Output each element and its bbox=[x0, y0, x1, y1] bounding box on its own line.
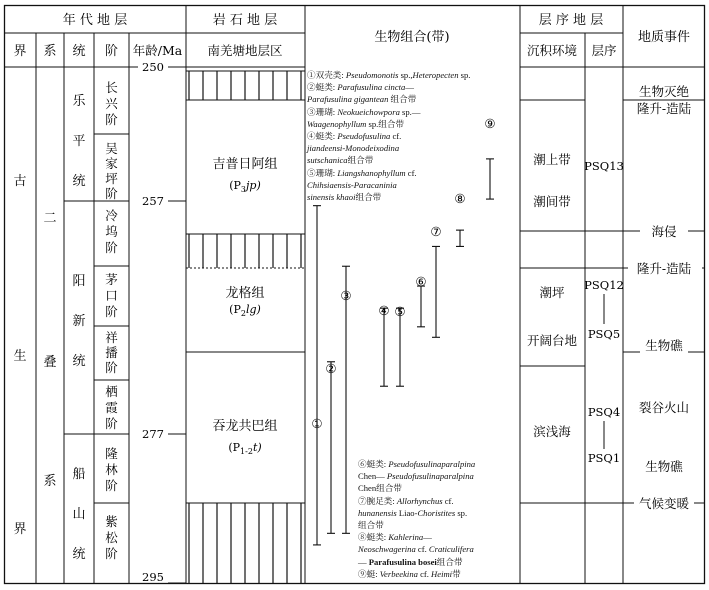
formation-name: 吞龙共巴组 bbox=[212, 419, 278, 434]
formation-code: $(P_2\lg)$ bbox=[229, 303, 261, 318]
header-geo-events: 地质事件 bbox=[637, 30, 691, 45]
zone-range-bar-9 bbox=[486, 159, 494, 199]
stage-char: 阶 bbox=[105, 240, 118, 255]
fossil-note-line bbox=[358, 519, 475, 531]
system-char: 系 bbox=[43, 474, 57, 489]
stage-char: 口 bbox=[105, 288, 118, 303]
fossil-note-line bbox=[307, 191, 470, 203]
fossil-note-text: cf. bbox=[415, 544, 429, 555]
fossil-note-line bbox=[307, 118, 470, 130]
formation-name: 龙格组 bbox=[225, 286, 265, 301]
fossil-note-line bbox=[358, 568, 475, 580]
stage-char: 兴 bbox=[105, 96, 118, 111]
fossil-note-text: Chihsiaensis-Paracaninia bbox=[307, 179, 397, 190]
zone-range-bar-6 bbox=[417, 286, 425, 327]
system-char: 二 bbox=[43, 211, 57, 226]
fossil-note-text: Pseudomonotis bbox=[345, 70, 399, 80]
fossil-note-text: 组合带 bbox=[347, 155, 374, 166]
header-region: 南羌塘地层区 bbox=[207, 43, 283, 58]
fossil-note-text: 组合带 bbox=[388, 94, 417, 105]
stage-char: 播 bbox=[105, 345, 118, 360]
environment-label: 开阔台地 bbox=[526, 333, 578, 348]
fossil-note-text: ③珊瑚: bbox=[307, 106, 338, 117]
fossil-note-text: cf. bbox=[442, 495, 454, 506]
fossil-note-text: Parafusulina gigantean bbox=[307, 94, 389, 105]
fossil-note-text: Heteropecten bbox=[412, 70, 459, 80]
zone-range-bar-8 bbox=[456, 230, 464, 246]
system-char: 叠 bbox=[43, 355, 57, 370]
zone-range-bar-5 bbox=[396, 308, 404, 386]
fossil-note-text: ⑧蜓类: bbox=[358, 532, 389, 543]
event-label: 海侵 bbox=[651, 224, 677, 239]
stage-char: 茅 bbox=[105, 272, 118, 287]
fossil-note-text: cf. bbox=[405, 167, 417, 178]
series-char: 统 bbox=[72, 174, 86, 189]
fossil-note-text: Parafusulina cincta bbox=[337, 82, 406, 93]
fossil-note-text: ②蜓类: bbox=[307, 82, 338, 93]
fossil-note-text: Verbeekina bbox=[379, 568, 418, 579]
fossil-note-line bbox=[358, 495, 475, 507]
fossil-note-line bbox=[307, 106, 470, 118]
fossil-note-text: Waagenophyllum bbox=[307, 118, 367, 129]
stage-char: 松 bbox=[105, 530, 118, 545]
age-label-250: 250 bbox=[142, 60, 164, 74]
header-chronostrat: 年 代 地 层 bbox=[62, 13, 128, 28]
fossil-note-line bbox=[307, 167, 470, 179]
sequence-label: PSQ12 bbox=[584, 278, 624, 292]
series-char: 山 bbox=[72, 507, 86, 522]
formation-code: $(P_{1-2}t)$ bbox=[228, 441, 262, 456]
sequence-label: PSQ13 bbox=[584, 159, 624, 173]
age-label-257: 257 bbox=[142, 194, 164, 208]
series-char: 新 bbox=[72, 314, 86, 329]
fossil-note-line bbox=[307, 154, 470, 166]
stage-char: 吴 bbox=[105, 141, 118, 156]
stage-char: 坪 bbox=[105, 171, 118, 186]
stage-char: 家 bbox=[105, 156, 118, 171]
series-char: 阳 bbox=[72, 274, 86, 289]
fossil-note-text: jiandeensi-Monodeixodina bbox=[307, 143, 400, 154]
stage-char: 长 bbox=[105, 80, 118, 95]
zone-range-bar-4 bbox=[380, 308, 388, 386]
fossil-note-text: sp. bbox=[458, 70, 471, 80]
sequence-label: PSQ5 bbox=[587, 327, 621, 341]
zone-marker-7: ⑦ bbox=[430, 224, 442, 239]
fossil-note-text: Chen— bbox=[358, 471, 387, 482]
fossil-note-text: Pseudofusulina bbox=[337, 131, 391, 142]
zone-marker-6: ⑥ bbox=[415, 274, 427, 289]
litho-hatch-band bbox=[186, 71, 305, 100]
zone-range-bar-1 bbox=[313, 206, 321, 545]
age-label-295: 295 bbox=[142, 570, 164, 584]
fossil-note-line bbox=[307, 130, 470, 142]
header-sequence-col: 层序 bbox=[591, 43, 617, 58]
header-age: 年龄/Ma bbox=[132, 43, 183, 58]
fossil-note-text: Choristites bbox=[417, 507, 456, 518]
event-label: 裂谷火山 bbox=[638, 400, 690, 415]
fossil-note-text: 带 bbox=[452, 568, 461, 579]
fossil-note-text: 组合带 bbox=[358, 520, 384, 531]
fossil-note-line bbox=[358, 470, 475, 482]
fossil-note-text: hunanensis bbox=[358, 507, 397, 518]
fossil-note-text: ⑤珊瑚: bbox=[307, 167, 338, 178]
fossil-note-line bbox=[358, 543, 475, 555]
erathem-char: 生 bbox=[13, 349, 27, 364]
event-label: 气候变暖 bbox=[638, 496, 690, 511]
zone-marker-8: ⑧ bbox=[454, 191, 466, 206]
fossil-note-text: sp.组合带 bbox=[366, 118, 405, 129]
fossil-note-text: ⑨蜓: bbox=[358, 568, 380, 579]
fossil-note-text: 组合带 bbox=[436, 556, 463, 567]
fossil-note-text: 组合带 bbox=[355, 192, 382, 203]
zone-marker-3: ③ bbox=[340, 288, 352, 303]
fossil-note-text: Neokueichowpora bbox=[337, 106, 400, 117]
header-series: 统 bbox=[72, 44, 86, 59]
fossil-note-line bbox=[307, 93, 470, 105]
stage-char: 霞 bbox=[105, 400, 118, 415]
fossil-note-line bbox=[358, 507, 475, 519]
fossil-note-text: — bbox=[423, 532, 432, 543]
fossil-note-line bbox=[307, 142, 470, 154]
stage-char: 阶 bbox=[105, 186, 118, 201]
environment-label: 潮间带 bbox=[533, 194, 571, 209]
fossil-note-text: Pseudofusulinaparalpina bbox=[388, 459, 476, 469]
zone-range-bar-7 bbox=[432, 246, 440, 337]
fossil-note-text: Heimi bbox=[431, 568, 453, 579]
fossil-note-text: sinensis khaoi bbox=[307, 192, 356, 203]
fossil-note-text: Liao- bbox=[396, 507, 418, 518]
stage-char: 紫 bbox=[105, 514, 118, 529]
fossil-note-text: — bbox=[358, 556, 369, 567]
stage-char: 栖 bbox=[105, 384, 118, 399]
fossil-note-text: sutschanica bbox=[307, 155, 348, 166]
sequence-label: PSQ4 bbox=[587, 405, 621, 419]
zone-range-bar-2 bbox=[327, 362, 335, 534]
event-label: 隆升-造陆 bbox=[636, 101, 692, 116]
fossil-notes-bottom bbox=[358, 458, 475, 580]
fossil-note-text: ①双壳类: bbox=[307, 70, 346, 80]
series-char: 船 bbox=[72, 467, 86, 482]
stage-char: 坞 bbox=[105, 224, 118, 239]
stage-char: 隆 bbox=[105, 446, 118, 461]
zone-marker-9: ⑨ bbox=[484, 116, 496, 131]
fossil-note-text: Chen组合带 bbox=[358, 483, 402, 494]
litho-hatch-band bbox=[186, 503, 305, 583]
erathem-char: 古 bbox=[13, 174, 27, 189]
stage-char: 林 bbox=[105, 462, 118, 477]
fossil-note-line bbox=[358, 531, 475, 543]
fossil-note-text: sp., bbox=[398, 70, 413, 80]
fossil-note-text: Liangshanophyllum bbox=[337, 167, 406, 178]
environment-label: 潮坪 bbox=[539, 285, 565, 300]
fossil-note-line bbox=[358, 556, 475, 568]
fossil-notes-top bbox=[307, 69, 470, 203]
fossil-note-text: ⑦腕足类: bbox=[358, 495, 397, 506]
event-label: 隆升-造陆 bbox=[636, 261, 692, 276]
fossil-note-text: Parafusulina bosei bbox=[368, 556, 437, 567]
fossil-note-text: Neoschwagerina bbox=[358, 544, 416, 555]
header-stage: 阶 bbox=[104, 44, 119, 59]
fossil-note-line bbox=[307, 179, 470, 191]
stage-char: 冷 bbox=[105, 208, 118, 223]
fossil-note-text: Kahlerina bbox=[388, 532, 424, 543]
series-char: 统 bbox=[72, 354, 86, 369]
stage-char: 阶 bbox=[105, 112, 118, 127]
fossil-note-text: sp. bbox=[455, 507, 468, 518]
zone-marker-5: ⑤ bbox=[394, 304, 406, 319]
stage-char: 阶 bbox=[105, 304, 118, 319]
formation-name: 吉普日阿组 bbox=[212, 157, 278, 172]
fossil-note-text: ④蜓类: bbox=[307, 131, 338, 142]
zone-range-bar-3 bbox=[342, 266, 350, 533]
fossil-note-line bbox=[358, 458, 475, 470]
formation-code: $(P_3jp)$ bbox=[229, 179, 261, 194]
event-label: 生物礁 bbox=[645, 459, 683, 474]
erathem-char: 界 bbox=[13, 522, 27, 537]
header-sequence: 层 序 地 层 bbox=[538, 13, 604, 28]
stage-char: 阶 bbox=[105, 546, 118, 561]
series-char: 平 bbox=[72, 134, 86, 149]
fossil-note-line bbox=[307, 69, 470, 81]
fossil-note-text: Pseudofusulinaparalpina bbox=[386, 471, 474, 482]
header-lithostrat: 岩 石 地 层 bbox=[212, 13, 278, 28]
fossil-note-text: Allorhynchus bbox=[396, 495, 443, 506]
header-environment: 沉积环境 bbox=[526, 43, 578, 58]
sequence-label: PSQ1 bbox=[587, 451, 621, 465]
header-biozone: 生物组合(带) bbox=[374, 30, 450, 45]
litho-hatch-band bbox=[186, 234, 305, 268]
age-label-277: 277 bbox=[142, 427, 164, 441]
event-label: 生物灭绝 bbox=[638, 84, 690, 99]
fossil-note-text: cf. bbox=[417, 568, 432, 579]
series-char: 统 bbox=[72, 547, 86, 562]
fossil-note-text: sp.— bbox=[399, 106, 421, 117]
event-label: 生物礁 bbox=[645, 338, 683, 353]
fossil-note-line bbox=[307, 81, 470, 93]
stage-char: 阶 bbox=[105, 478, 118, 493]
fossil-note-text: ⑥蜓类: bbox=[358, 459, 389, 469]
stage-char: 祥 bbox=[105, 330, 118, 345]
zone-marker-4: ④ bbox=[378, 303, 390, 318]
zone-marker-2: ② bbox=[325, 361, 337, 376]
zone-marker-1: ① bbox=[311, 416, 323, 431]
environment-label: 滨浅海 bbox=[533, 424, 571, 439]
stage-char: 阶 bbox=[105, 416, 118, 431]
header-erathem: 界 bbox=[13, 44, 27, 59]
stage-char: 阶 bbox=[105, 360, 118, 375]
fossil-note-text: cf. bbox=[390, 131, 402, 142]
fossil-note-text: Craticulifera bbox=[428, 544, 474, 555]
series-char: 乐 bbox=[72, 94, 86, 109]
fossil-note-line bbox=[358, 482, 475, 494]
environment-label: 潮上带 bbox=[533, 152, 571, 167]
fossil-note-text: — bbox=[405, 82, 414, 93]
header-system: 系 bbox=[43, 44, 57, 59]
